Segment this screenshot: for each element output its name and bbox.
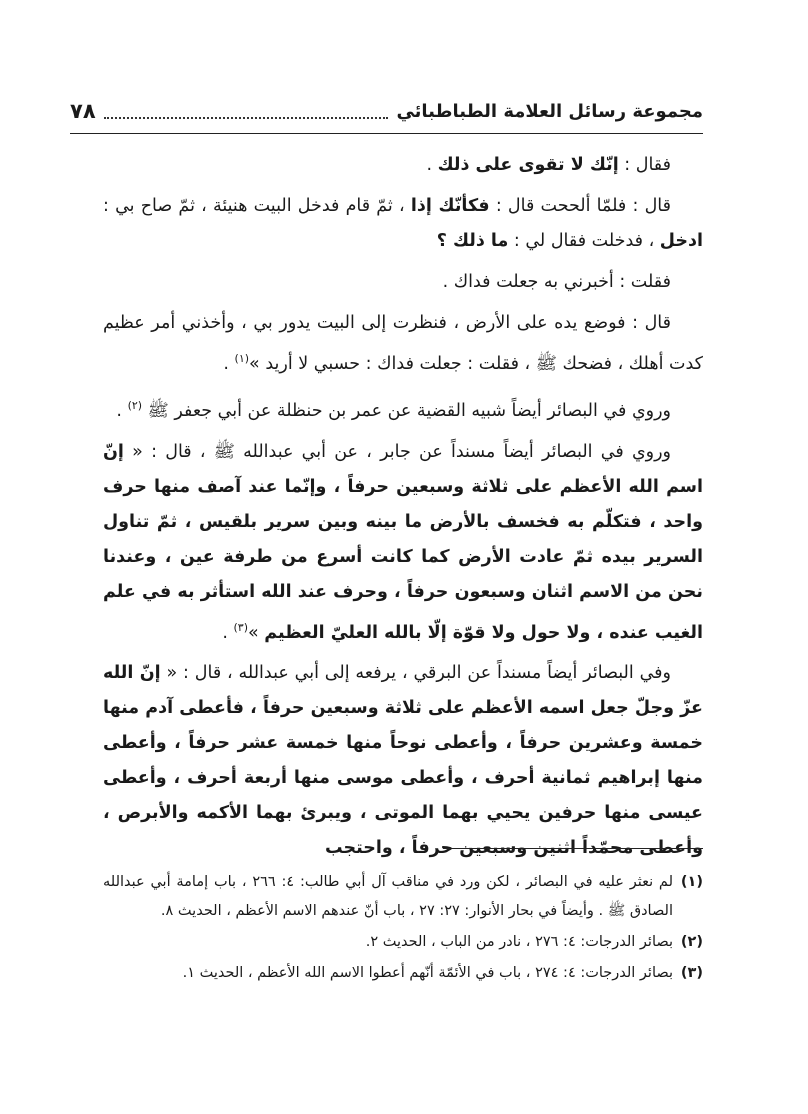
- header-dot-leader: [104, 103, 389, 119]
- text-run: .: [116, 400, 128, 421]
- footnote-number: (٣): [680, 965, 703, 981]
- footnote-separator: [443, 848, 703, 849]
- text-run: فقال :: [618, 155, 671, 175]
- text-run: .: [426, 155, 438, 175]
- footnote-text: بصائر الدرجات: ٤: ٢٧٤ ، باب في الأئمّة أنّهم أعطوا الاسم الله الأعظم ، الحديث ١.: [182, 965, 673, 981]
- emphasized-text: إنّك لا تقوى على ذلك: [437, 155, 619, 175]
- footnote-marker: (١): [234, 352, 250, 365]
- text-run: فقلت : أخبرني به جعلت فداك .: [442, 272, 671, 292]
- footnote-marker: (٣): [233, 620, 248, 634]
- page-number: ٧٨: [70, 99, 96, 123]
- text-run: »: [247, 622, 265, 643]
- footnotes: [103, 868, 703, 990]
- text-run: وروي في البصائر أيضاً مسنداً عن جابر ، عن أبي عبدالله ﷺ ، قال : «: [123, 441, 671, 462]
- emphasized-text: ادخل: [659, 231, 703, 251]
- text-run: قال : فلمّا ألححت قال :: [489, 196, 671, 216]
- footnote: [103, 868, 703, 926]
- text-run: وروي في البصائر أيضاً شبيه القضية عن عمر بن حنظلة عن أبي جعفر ﷺ: [142, 400, 671, 421]
- text-run: .: [223, 353, 235, 374]
- footnote-marker: (٢): [127, 398, 143, 412]
- paragraph: [103, 388, 703, 429]
- emphasized-text: ما ذلك ؟: [436, 231, 509, 251]
- text-run: ، ثمّ قام فدخل البيت هنيئة ، ثمّ صاح بي :: [103, 196, 411, 216]
- text-run: ، فدخلت فقال لي :: [508, 231, 660, 251]
- footnote-number: (٢): [680, 934, 703, 950]
- text-run: .: [222, 622, 234, 643]
- footnote-text: لم نعثر عليه في البصائر ، لكن ورد في مناقب آل أبي طالب: ٤: ٢٦٦ ، باب إمامة أبي عبدالله الصادق ﷺ . وأيضاً في بحار الأنوار: ٢٧: ٢٧ ، باب أنّ عندهم الاسم الأعظم ، الحديث ٨.: [103, 874, 673, 919]
- text-run: قال : فوضع يده على الأرض ، فنظرت إلى البيت يدور بي ، وأخذني أمر عظيم كدت أهلك ، فضحك ﷺ ، فقلت : جعلت فداك : حسبي لا أريد »: [103, 313, 703, 374]
- emphasized-text: إنّ اسم الله الأعظم على ثلاثة وسبعين حرفاً ، وإنّما عند آصف منها حرف واحد ، فتكلّم به فخسف بالأرض ما بينه وبين سرير بلقيس ، ثمّ تناول السرير بيده ثمّ عادت الأرض كما كانت أسرع من طرفة عين ، وعندنا نحن من الاسم اثنان وسبعون حرفاً ، وحرف عند الله استأثر به في علم الغيب عنده ، ولا حول ولا قوّة إلّا بالله العليّ العظيم: [103, 441, 703, 643]
- footnote-number: (١): [680, 874, 703, 890]
- paragraph: [103, 656, 703, 866]
- header-rule: [70, 133, 703, 134]
- footnote: [103, 959, 703, 988]
- footnote: [103, 928, 703, 957]
- text-run: وفي البصائر أيضاً مسنداً عن البرقي ، يرفعه إلى أبي عبدالله ، قال : «: [160, 663, 671, 684]
- paragraph: [103, 189, 703, 259]
- footnote-text: بصائر الدرجات: ٤: ٢٧٦ ، نادر من الباب ، الحديث ٢.: [365, 934, 673, 950]
- paragraph: [103, 306, 703, 382]
- paragraph: [103, 148, 703, 183]
- emphasized-text: فكأنّك إذا: [410, 196, 490, 216]
- emphasized-text: إنّ الله عزّ وجلّ جعل اسمه الأعظم على ثلاثة وسبعين حرفاً ، فأعطى آدم منها خمسة وعشرين حرفاً ، وأعطى نوحاً منها خمسة عشر حرفاً ، وأعطى منها إبراهيم ثمانية أحرف ، وأعطى موسى منها أربعة أحرف ، وأعطى عيسى منها حرفين يحيي بهما الموتى ، ويبرئ بهما الأكمه والأبرص ، وأعطى محمّداً اثنين وسبعين حرفاً ، واحتجب: [103, 663, 703, 859]
- page-header: [70, 96, 703, 126]
- main-text: [103, 148, 703, 872]
- running-title: مجموعة رسائل العلامة الطباطبائي: [396, 100, 703, 122]
- paragraph: [103, 265, 703, 300]
- paragraph: [103, 435, 703, 651]
